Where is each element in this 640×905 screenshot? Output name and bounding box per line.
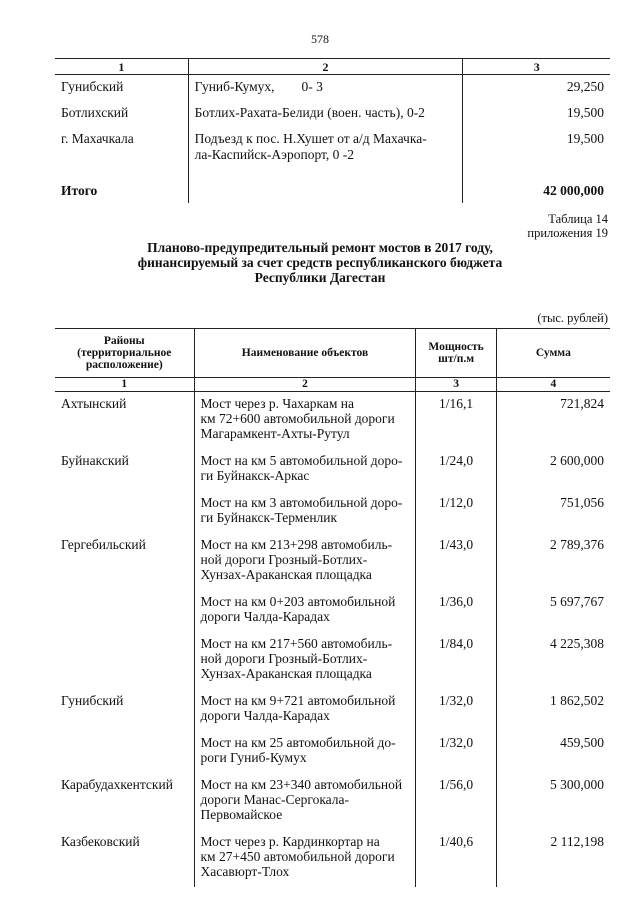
sum-cell: 1 862,502 xyxy=(550,693,604,708)
district-cell xyxy=(55,491,194,533)
object-cell: Мост на км 9+721 автомобильной дороги Чалда-Карадах xyxy=(194,689,416,731)
capacity-cell: 1/32,0 xyxy=(416,731,496,773)
col-header-capacity: Мощность шт/п.м xyxy=(416,329,496,378)
object-cell: Мост на км 3 автомобильной доро- ги Буйнакск-Терменлик xyxy=(194,491,416,533)
table-14 xyxy=(55,328,610,887)
district-cell: Гергебильский xyxy=(61,537,146,552)
total-spacer xyxy=(188,169,463,203)
sum-cell: 19,500 xyxy=(566,105,604,120)
sum-cell: 5 300,000 xyxy=(550,777,604,792)
table-row xyxy=(55,101,610,127)
object-cell: Ботлих-Рахата-Белиди (воен. часть), 0-2 xyxy=(188,101,463,127)
capacity-cell: 1/36,0 xyxy=(416,590,496,632)
page-number: 578 xyxy=(311,32,329,46)
table-row xyxy=(55,731,610,773)
capacity-cell: 1/12,0 xyxy=(416,491,496,533)
col-number: 1 xyxy=(55,59,188,75)
district-cell: г. Махачкала xyxy=(61,131,134,146)
capacity-cell: 1/32,0 xyxy=(416,689,496,731)
table-row xyxy=(55,75,610,102)
object-cell: Подъезд к пос. Н.Хушет от а/д Махачка- ла-Каспийск-Аэропорт, 0 -2 xyxy=(188,127,463,169)
object-cell: Мост на км 217+560 автомобиль- ной дороги Грозный-Ботлих- Хунзах-Араканская площадка xyxy=(194,632,416,689)
units-label: (тыс. рублей) xyxy=(537,311,608,325)
col-header-sum: Сумма xyxy=(496,329,610,378)
total-row xyxy=(55,169,610,203)
col-header-object: Наименование объектов xyxy=(194,329,416,378)
district-cell xyxy=(55,590,194,632)
sum-cell: 751,056 xyxy=(560,495,604,510)
object-cell: Мост через р. Чахаркам на км 72+600 автомобильной дороги Магарамкент-Ахты-Рутул xyxy=(194,392,416,450)
table-14-body xyxy=(55,392,610,888)
sum-cell: 2 600,000 xyxy=(550,453,604,468)
total-label: Итого xyxy=(61,183,98,198)
sum-cell: 29,250 xyxy=(566,79,604,94)
sum-cell: 19,500 xyxy=(566,131,604,146)
table-reference xyxy=(527,212,608,240)
total-value: 42 000,000 xyxy=(543,183,604,198)
district-cell: Казбековский xyxy=(61,834,140,849)
district-cell xyxy=(55,632,194,689)
table-row xyxy=(55,689,610,731)
object-cell: Мост на км 213+298 автомобиль- ной дороги Грозный-Ботлих- Хунзах-Араканская площадка xyxy=(194,533,416,590)
table-title xyxy=(0,240,640,285)
col-number: 1 xyxy=(55,378,194,392)
col-header-district: Районы (территориальное расположение) xyxy=(55,329,194,378)
object-cell: Мост на км 5 автомобильной доро- ги Буйнакск-Аркас xyxy=(194,449,416,491)
sum-cell: 2 789,376 xyxy=(550,537,604,552)
table-row xyxy=(55,533,610,590)
object-cell: Мост на км 0+203 автомобильной дороги Чалда-Карадах xyxy=(194,590,416,632)
table-row xyxy=(55,491,610,533)
sum-cell: 721,824 xyxy=(560,396,604,411)
object-cell: Гуниб-Кумух, 0- 3 xyxy=(188,75,463,102)
sum-cell: 5 697,767 xyxy=(550,594,604,609)
table-row xyxy=(55,590,610,632)
col-number: 3 xyxy=(463,59,610,75)
district-cell: Буйнакский xyxy=(61,453,129,468)
district-cell xyxy=(55,731,194,773)
col-number: 2 xyxy=(194,378,416,392)
table-row xyxy=(55,830,610,887)
district-cell: Ботлихский xyxy=(61,105,129,120)
table-row xyxy=(55,632,610,689)
appendix-label: приложения 19 xyxy=(527,226,608,240)
sum-cell: 459,500 xyxy=(560,735,604,750)
capacity-cell: 1/24,0 xyxy=(416,449,496,491)
capacity-cell: 1/43,0 xyxy=(416,533,496,590)
table-13-continuation xyxy=(55,58,610,203)
capacity-cell: 1/16,1 xyxy=(416,392,496,450)
capacity-cell: 1/40,6 xyxy=(416,830,496,887)
sum-cell: 2 112,198 xyxy=(550,834,604,849)
table-row xyxy=(55,392,610,450)
table-row xyxy=(55,773,610,830)
title-line: Планово-предупредительный ремонт мостов в 2017 году, xyxy=(147,240,493,255)
col-number: 3 xyxy=(416,378,496,392)
col-number: 4 xyxy=(496,378,610,392)
object-cell: Мост через р. Кардинкортар на км 27+450 автомобильной дороги Хасавюрт-Тлох xyxy=(194,830,416,887)
district-cell: Карабудахкентский xyxy=(61,777,173,792)
capacity-cell: 1/56,0 xyxy=(416,773,496,830)
table-row xyxy=(55,127,610,169)
title-line: Республики Дагестан xyxy=(254,270,386,285)
sum-cell: 4 225,308 xyxy=(550,636,604,651)
col-number: 2 xyxy=(188,59,463,75)
district-cell: Ахтынский xyxy=(61,396,127,411)
table-row xyxy=(55,449,610,491)
object-cell: Мост на км 25 автомобильной до- роги Гуниб-Кумух xyxy=(194,731,416,773)
title-line: финансируемый за счет средств республиканского бюджета xyxy=(137,255,503,270)
table-label: Таблица 14 xyxy=(548,212,608,226)
object-cell: Мост на км 23+340 автомобильной дороги Манас-Сергокала- Первомайское xyxy=(194,773,416,830)
district-cell: Гунибский xyxy=(61,79,124,94)
district-cell: Гунибский xyxy=(61,693,124,708)
capacity-cell: 1/84,0 xyxy=(416,632,496,689)
